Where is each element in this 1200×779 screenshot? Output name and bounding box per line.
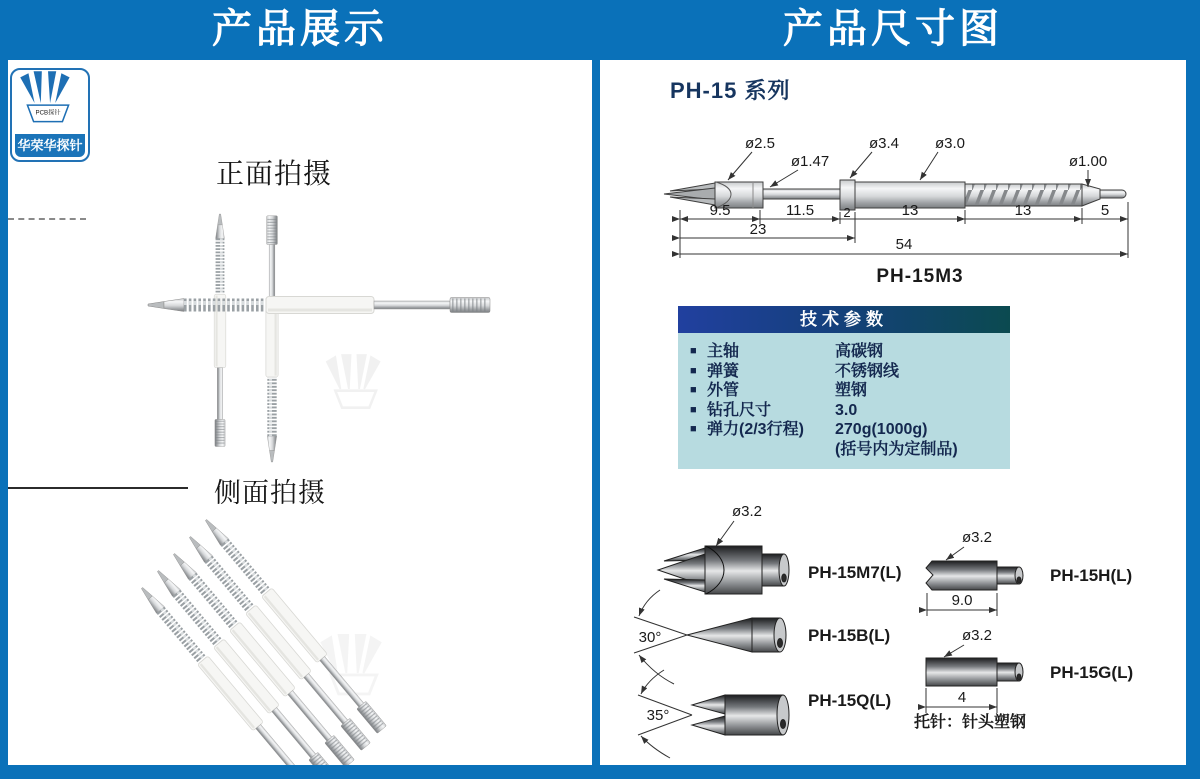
param-row (690, 420, 1004, 440)
right-panel-title: 产品尺寸图 (783, 7, 1003, 51)
variant-dia-label: ø3.2 (961, 627, 993, 644)
tech-params-body (678, 333, 1010, 469)
side-photo (74, 500, 544, 765)
probe-outline (664, 180, 1126, 210)
variant-dia-label: ø3.2 (731, 503, 763, 520)
crown-logo-icon (12, 70, 84, 130)
param-label: 外管 (707, 382, 740, 399)
variant-len-label: 4 (957, 689, 967, 706)
probe-photo-vertical-1 (214, 214, 226, 447)
dia-label: ø1.00 (1068, 153, 1108, 170)
bullet-icon: ■ (690, 364, 697, 377)
bullet-icon: ■ (690, 403, 697, 416)
param-row (690, 342, 1004, 362)
variant-q-drawing (692, 695, 789, 735)
param-label: 弹力(2/3行程) (707, 421, 804, 438)
probe-photo-vertical-2 (266, 216, 278, 462)
front-photo-label: 正面拍摄 (216, 158, 333, 189)
param-value: 高碳钢 (835, 343, 884, 360)
leader-line (944, 645, 964, 657)
seg-label: 9.5 (709, 202, 731, 219)
subtotal-label: 23 (749, 221, 767, 238)
variant-g-drawing (926, 658, 1023, 686)
param-label: 钻孔尺寸 (707, 401, 772, 419)
param-row (690, 440, 1004, 460)
variant-dia-label: ø3.2 (961, 529, 993, 546)
bullet-icon: ■ (690, 345, 697, 357)
probe-photo-item (153, 567, 339, 765)
variant-name: PH-15M7(L) (808, 563, 902, 582)
seg-label: 11.5 (785, 202, 815, 219)
dashed-divider (8, 218, 86, 220)
param-label: 弹簧 (707, 362, 740, 380)
total-label: 54 (895, 236, 913, 253)
variant-m7-drawing (658, 546, 789, 594)
tip-variants-drawing (630, 490, 1160, 762)
leader-line (946, 547, 964, 560)
param-row (690, 362, 1004, 382)
logo-name-bar: 华荣华探针 (15, 134, 85, 157)
variant-len-label: 9.0 (951, 592, 973, 609)
bullet-icon: ■ (690, 423, 697, 435)
param-value: 270g(1000g) (835, 421, 928, 438)
tech-params-title: 技术参数 (678, 306, 1010, 333)
variant-name: PH-15Q(L) (808, 691, 892, 710)
side-photo-label: 侧面拍摄 (214, 478, 326, 508)
product-photo-panel (8, 60, 592, 765)
model-name: PH-15M3 (876, 266, 964, 287)
variant-angle-label: 35° (646, 707, 670, 724)
variant-h-drawing (926, 561, 1023, 590)
dia-label: ø3.0 (934, 135, 966, 152)
watermark-crown-icon (327, 355, 380, 408)
param-value: 塑钢 (835, 382, 868, 399)
dia-label: ø3.4 (868, 135, 900, 152)
variant-angle-label: 30° (638, 629, 662, 646)
variant-name: PH-15B(L) (808, 626, 891, 645)
param-value: 3.0 (835, 401, 858, 419)
seg-label: 13 (1014, 202, 1032, 219)
brand-logo (10, 68, 90, 162)
variant-name: PH-15G(L) (1050, 663, 1134, 682)
dia-label: ø2.5 (744, 135, 776, 152)
front-photo (120, 200, 520, 485)
probe-photo-horizontal (148, 297, 490, 314)
tech-params-table (678, 306, 1010, 469)
leader-line (716, 521, 734, 546)
seg-label: 5 (1100, 202, 1110, 219)
param-value: 不锈钢线 (835, 362, 900, 380)
dia-label: ø1.47 (790, 153, 830, 170)
bullet-icon: ■ (690, 384, 697, 396)
series-title: PH-15 系列 (670, 78, 791, 103)
param-value: (括号内为定制品) (835, 440, 958, 458)
logo-sub-text: PCB探针 (35, 109, 61, 117)
dimension-panel (600, 60, 1186, 765)
seg-label: 2 (843, 205, 851, 220)
side-label-rule (8, 487, 188, 489)
seg-label: 13 (901, 202, 919, 219)
footnote-text: 托针：针头塑钢 (914, 714, 1027, 731)
left-panel-title: 产品展示 (212, 7, 388, 51)
param-label: 主轴 (707, 343, 740, 360)
variant-b-drawing (687, 618, 786, 652)
param-row (690, 401, 1004, 421)
variant-name: PH-15H(L) (1050, 566, 1133, 585)
param-row (690, 381, 1004, 401)
